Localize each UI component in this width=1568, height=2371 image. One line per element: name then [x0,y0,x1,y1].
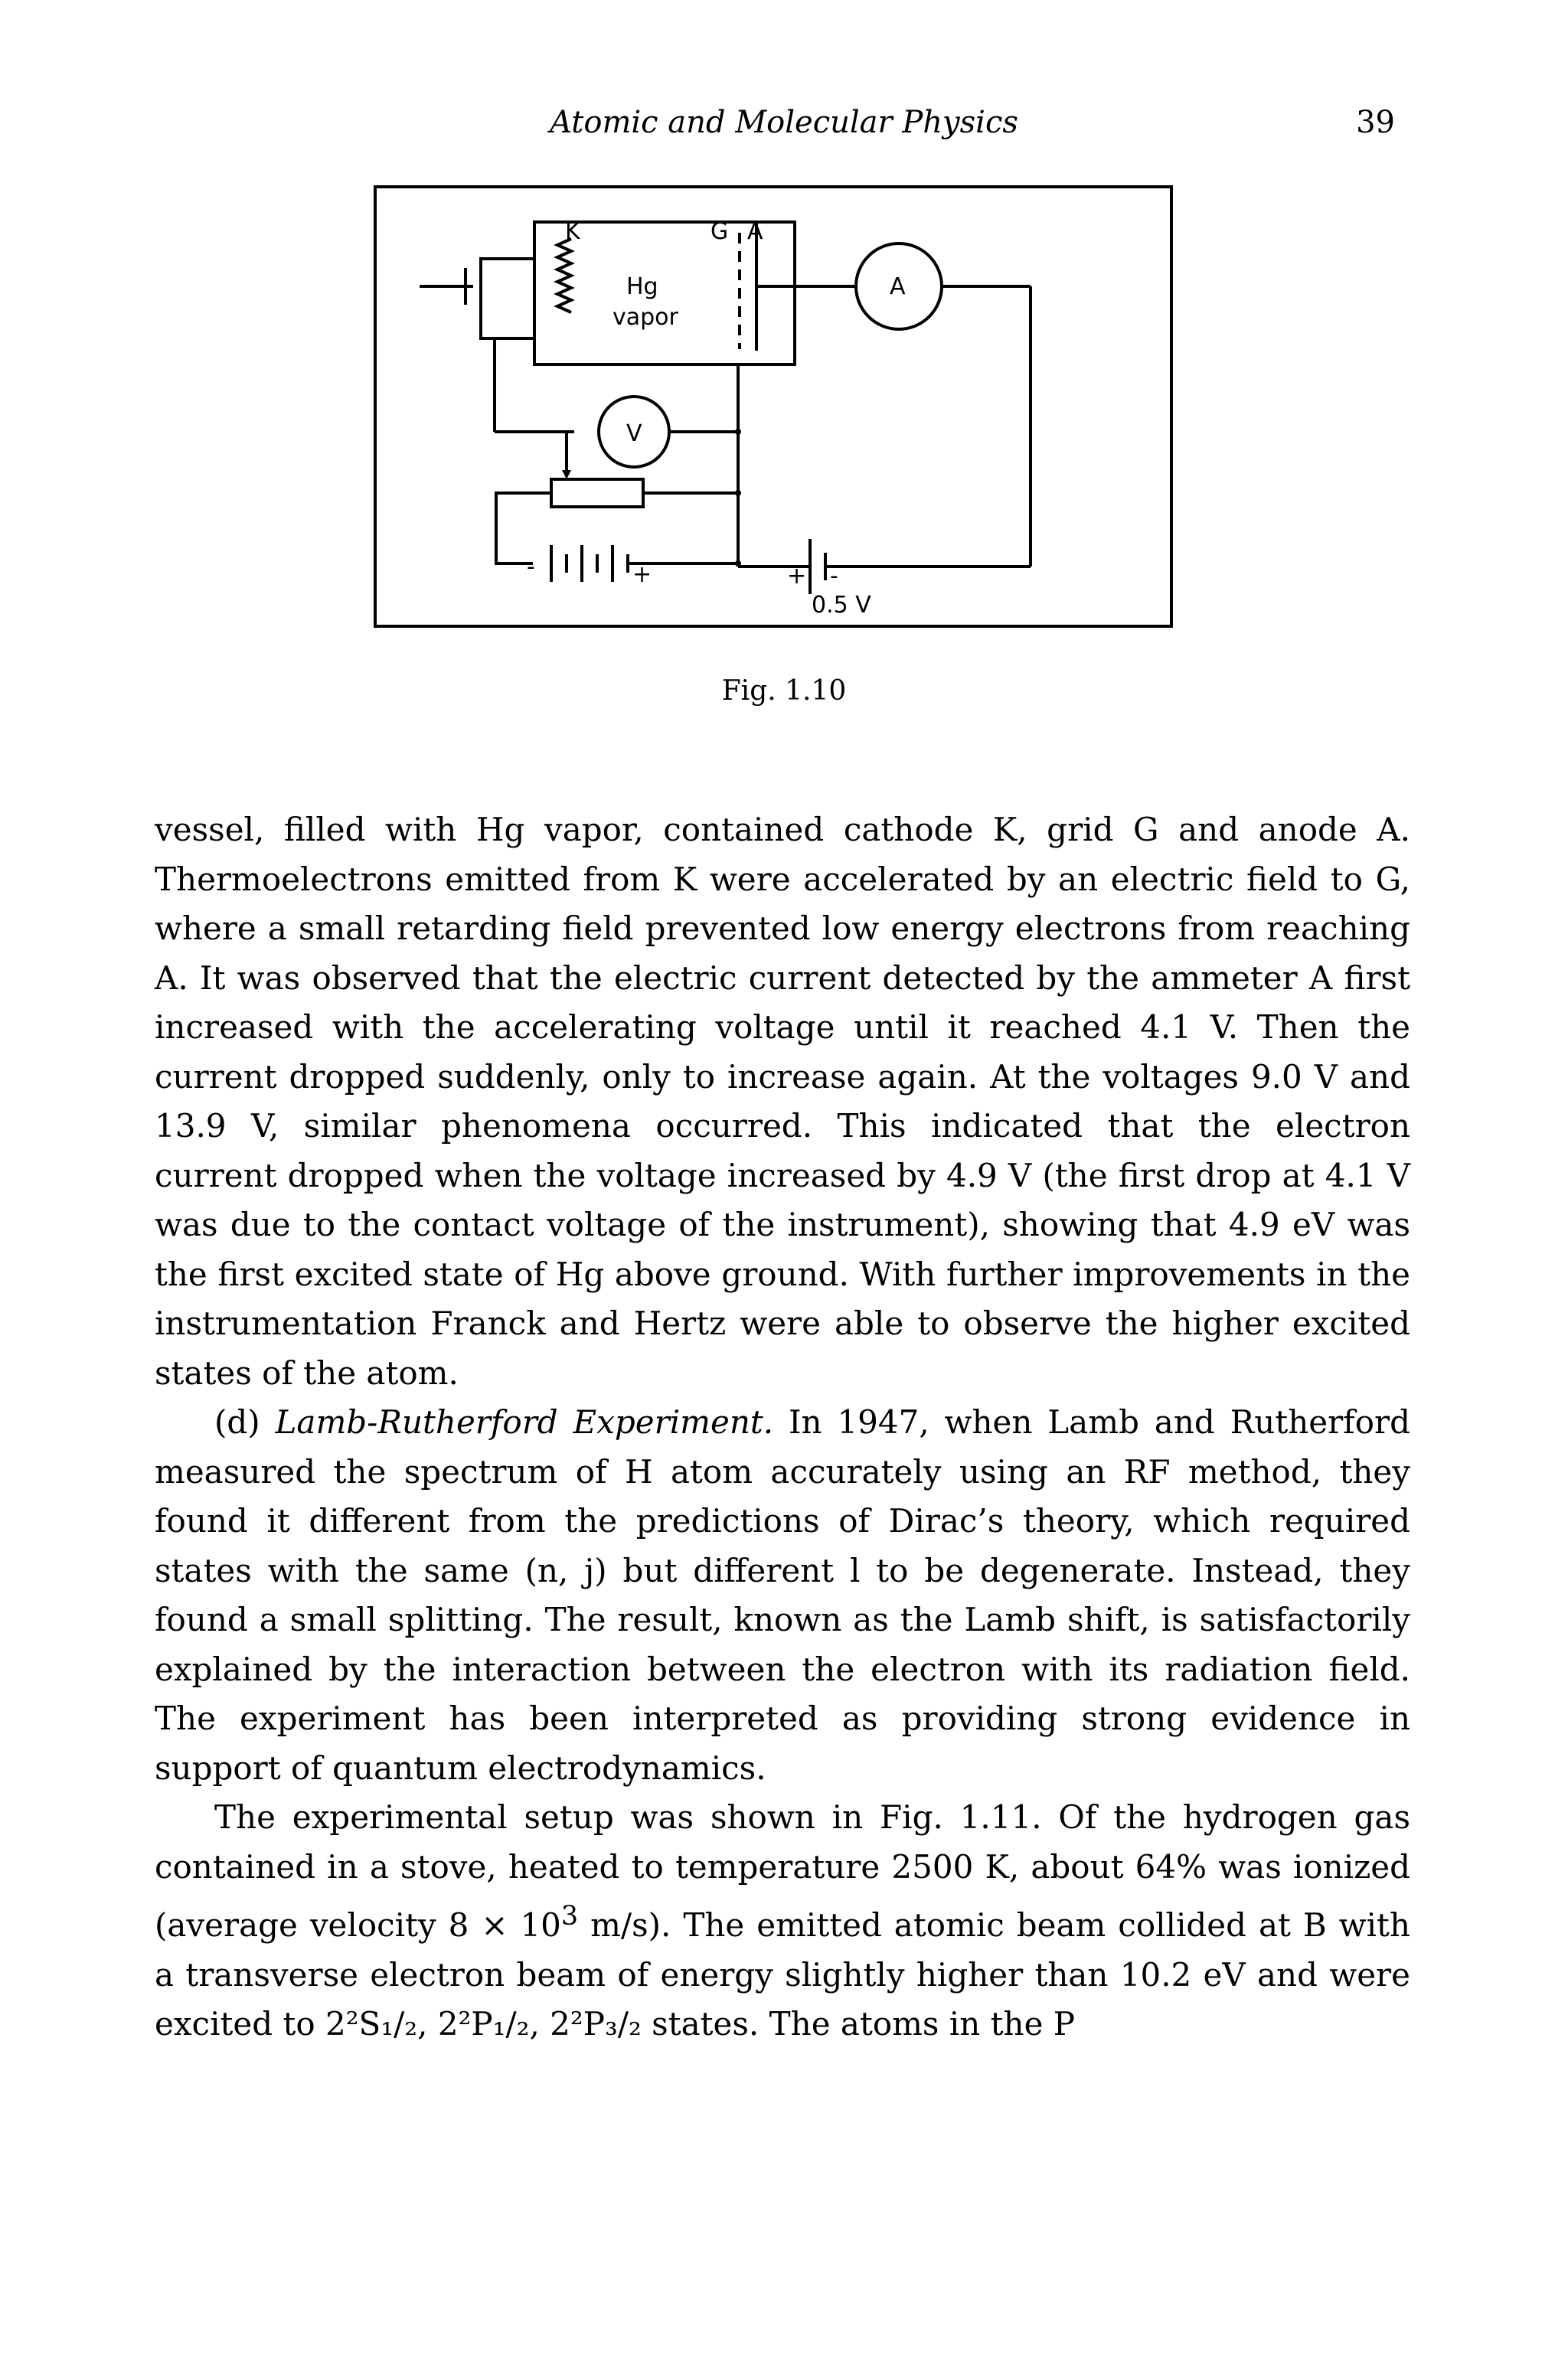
label-anode: A [747,218,763,245]
label-voltmeter: V [626,420,642,447]
label-vessel-1: Hg [626,273,658,300]
paragraph-3 [155,1793,1410,2049]
paragraph-1: vessel, filled with Hg vapor, contained cathode K, grid G and anode A. Thermoelectrons emitted from K were accelerated by an electric field to G, where a small retarding field prevented low energy electrons from reaching A. It was observed that the electric current detected by the ammeter A first increased with the accelerating voltage until it reached 4.1 V. Then the current dropped suddenly, only to increase again. At the voltages 9.0 V and 13.9 V, similar phenomena occurred. This indicated that the electron current dropped when the voltage increased by 4.9 V (the first drop at 4.1 V was due to the contact voltage of the instrument), showing that 4.9 eV was the first excited state of Hg above ground. With further improvements in the instrumentation Franck and Hertz were able to observe the higher excited states of the atom. [155,811,1410,1392]
page-header [0,100,1568,145]
rheostat [551,479,643,507]
cathode-filament [557,239,571,312]
circuit-diagram [374,185,1173,628]
paragraph-3-text-b: m/s). The emitted atomic beam collided at B with a transverse electron beam of energy slightly higher than 10.2 eV and were excited to 2²S₁/₂, 2²P₁/₂, 2²P₃/₂ states. The atoms in the P [155,1906,1410,2043]
running-title: Atomic and Molecular Physics [550,105,1018,140]
label-grid: G [710,218,729,245]
paragraph-2-text: In 1947, when Lamb and Rutherford measured the spectrum of H atom accurately using an RF method, they found it different from the predictions of Dirac’s theory, which required states with the same (n, j) but different l to be degenerate. Instead, they found a small splitting. The result, known as the Lamb shift, is satisfactorily explained by the interaction between the electron with its radiation field. The experiment has been interpreted as providing strong evidence in support of quantum electrodynamics. [155,1403,1410,1787]
label-ammeter: A [890,273,906,300]
paragraph-3-text-a: The experimental setup was shown in Fig. 1.11. Of the hydrogen gas contained in a stove, heated to temperature 2500 K, about 64% was ionized (average velocity 8 × 10 [155,1798,1410,1944]
label-cell-voltage: 0.5 V [812,592,871,619]
figure-caption: Fig. 1.10 [721,675,847,707]
paragraph-2 [155,1398,1410,1793]
paragraph-2-prefix: (d) [214,1403,276,1441]
label-cell-minus: - [830,563,838,589]
label-cell-plus: + [787,563,807,589]
label-vessel-2: vapor [612,304,678,331]
franck-hertz-circuit-figure [374,185,1173,628]
section-title: Lamb-Rutherford Experiment. [275,1403,774,1441]
label-battery-minus: - [527,554,535,580]
body-text [155,805,1410,2049]
label-battery-plus: + [632,561,652,588]
label-cathode: K [565,218,580,245]
page-number: 39 [1356,105,1395,140]
paragraph-3-exponent: 3 [560,1901,579,1932]
